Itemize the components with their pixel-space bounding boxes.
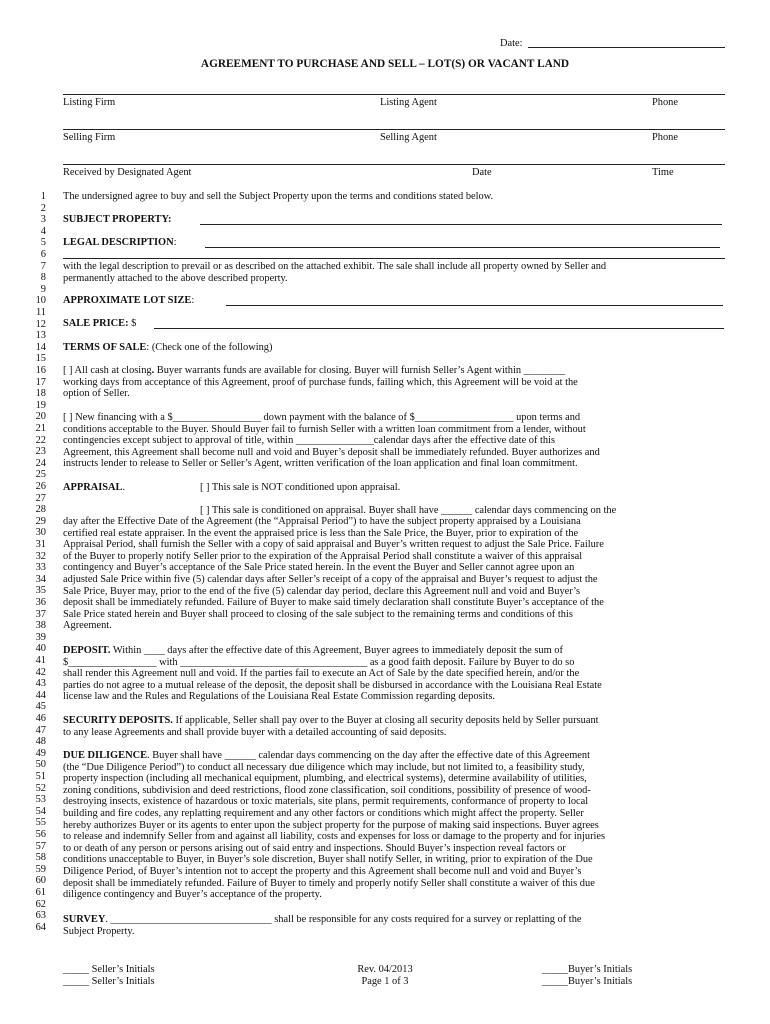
selling-line[interactable]	[63, 129, 725, 130]
line-number: 26	[35, 481, 46, 492]
cash-checkbox[interactable]: [ ] All cash at closing	[63, 365, 152, 376]
line-number: 46	[35, 713, 46, 724]
sale-price-field[interactable]	[154, 328, 724, 329]
line-number: 45	[35, 701, 46, 713]
line-number: 55	[35, 817, 46, 829]
line-number: 61	[35, 887, 46, 898]
line-number: 56	[35, 829, 46, 840]
line-number: 40	[35, 643, 46, 655]
line-number: 57	[35, 840, 46, 852]
received-time-label: Time	[652, 167, 674, 178]
terms-of-sale-heading: TERMS OF SALE	[63, 342, 147, 353]
legal-description-text: with the legal description to prevail or as described on the attached exhibit. The sale shall include all property owned by Seller and permanently attached to the above described property.	[63, 261, 607, 284]
approx-lot-size-field[interactable]	[226, 305, 723, 306]
approx-lot-size-row: APPROXIMATE LOT SIZE:	[63, 295, 195, 306]
line-number: 2	[40, 202, 46, 214]
line-number: 11	[35, 307, 46, 318]
line-number: 59	[35, 863, 46, 875]
legal-description-field[interactable]	[205, 247, 720, 248]
line-number: 36	[35, 597, 46, 608]
line-number: 6	[40, 249, 46, 260]
selling-phone-label: Phone	[652, 132, 678, 143]
appraisal-text: day after the Effective Date of the Agreement (the “Appraisal Period”) to have the subject property appraised by a Louisiana certified real estate appraiser. In the event the appraised price is less than the Sale Price, the Buyer, prior to expiration of the Appraisal Period, shall furnish the Seller with a copy of said appraisal and Buyer’s written request to adjust the Sale Price. Failure of the Buyer to properly notify Seller prior to the expiration of the Appraisal Period shall constitute a waiver of this appraisal contingency and Buyer’s acceptance of the Sale Price stated herein. In the event the Buyer and Seller cannot agree upon an adjusted Sale Price within five (5) calendar days after Seller’s receipt of a copy of the appraisal and Buyer’s request to adjust the Sale Price, Buyer may, prior to the end of the five (5) calendar day period, declare this Agreement null and void and Buyer’s deposit shall be immediately refunded. Failure of Buyer to make said timely declaration shall constitute Buyer’s acceptance of the Sale Price stated herein and Buyer shall proceed to closing of the sale subject to the remaining terms and conditions of this Agreement.	[63, 516, 604, 632]
line-number: 7	[40, 260, 46, 272]
date-label: Date:	[500, 38, 523, 49]
due-diligence-section: DUE DILIGENCE. Buyer shall have ______ calendar days commencing on the day after the effective date of this Agreement (the “Due Diligence Period”) to conduct all necessary due diligence which may include, but not limited to, a feasibility study, property inspection (including all mechanical equipment, plumbing, and electrical systems), determine availability of utilities, zoning conditions, subdivision and deed restrictions, flood zone classification, soil conditions, possibility of presence of wood- destroying insects, existence of hazardous or toxic materials, site plans, permit requirements, conformance of property to local building and fire codes, any replatting requirement and any other factors or conditions which might affect the property. Seller hereby authorizes Buyer or its agents to enter upon the subject property for the purpose of making said inspections. Buyer agrees to release and indemnify Seller from and against all liability, costs and expenses for loss or damage to the property and for injuries to or death of any person or persons arising out of said entry and inspections. Should Buyer’s inspection reveal factors or conditions unacceptable to Buyer, in Buyer’s sole discretion, Buyer shall notify Seller, in writing, prior to expiration of the Due Diligence Period, of Buyer’s intention not to accept the property and this Agreement shall become null and void and Buyer’s deposit shall be immediately refunded. Failure of Buyer to timely and properly notify Seller shall constitute a waiver of this due diligence contingency and Buyer’s acceptance of the property.	[63, 750, 606, 901]
line-number: 20	[35, 411, 46, 423]
line-number: 28	[35, 504, 46, 516]
line-number: 47	[35, 724, 46, 736]
line-number: 9	[40, 283, 46, 295]
line-number: 5	[40, 237, 46, 249]
approx-lot-size-heading: APPROXIMATE LOT SIZE	[63, 295, 192, 306]
line-1: The undersigned agree to buy and sell the Subject Property upon the terms and conditions stated below.	[63, 191, 494, 202]
line-number: 43	[35, 678, 46, 690]
line-number: 10	[35, 295, 46, 307]
deposit-section: DEPOSIT. Within ____ days after the effective date of this Agreement, Buyer agrees to immediately deposit the sum of $_________________ with ____________________________________ as a good faith deposit. Failure by Buyer to do so shall render this Agreement null and void. If the parties fail to execute an Act of Sale by the date specified herein, and/or the parties do not agree to a mutual release of the deposit, the deposit shall be disbursed in accordance with the Louisiana Real Estate license law and the Rules and Regulations of the Louisiana Real Estate Commission regarding deposits.	[63, 645, 602, 703]
line-number: 62	[35, 898, 46, 910]
survey-section: SURVEY. _______________________________ shall be responsible for any costs required for a survey or replatting of the Subject Property.	[63, 914, 582, 937]
line-number: 51	[35, 771, 46, 782]
received-by-label: Received by Designated Agent	[63, 167, 192, 178]
line-number: 25	[35, 469, 46, 481]
survey-heading: SURVEY	[63, 914, 106, 925]
appraisal-row: APPRAISAL.	[63, 482, 126, 493]
terms-of-sale-row: TERMS OF SALE: (Check one of the following)	[63, 342, 273, 353]
line-number: 39	[35, 631, 46, 643]
due-diligence-heading: DUE DILIGENCE	[63, 750, 148, 761]
line-number: 33	[35, 562, 46, 574]
line-number: 30	[35, 527, 46, 539]
listing-phone-label: Phone	[652, 97, 678, 108]
line-number: 21	[35, 423, 46, 434]
line-number: 42	[35, 666, 46, 678]
buyer-initials-1[interactable]: _____Buyer’s Initials	[542, 964, 633, 975]
line-number: 23	[35, 446, 46, 458]
appraisal-conditioned-checkbox[interactable]: [ ] This sale is conditioned on appraisal. Buyer shall have ______ calendar days commencing on the	[200, 505, 617, 516]
appraisal-heading: APPRAISAL	[63, 482, 123, 493]
date-line[interactable]	[528, 47, 725, 48]
line-number: 18	[35, 388, 46, 400]
revision-label: Rev. 04/2013	[357, 964, 413, 975]
line-number: 38	[35, 620, 46, 632]
line-number: 14	[35, 341, 46, 353]
line-number: 50	[35, 759, 46, 771]
deposit-heading: DEPOSIT.	[63, 645, 111, 656]
listing-agent-label: Listing Agent	[380, 97, 437, 108]
received-line[interactable]	[63, 164, 725, 165]
cash-option: [ ] All cash at closing. Buyer warrants funds are available for closing. Buyer will furnish Seller’s Agent within ________ working days from acceptance of this Agreement, proof of purchase funds, failing which, this Agreement will be void at the option of Seller.	[63, 365, 578, 400]
line-number: 4	[40, 225, 46, 237]
line-number: 32	[35, 550, 46, 562]
line-number: 49	[35, 747, 46, 759]
appraisal-not-conditioned-checkbox[interactable]: [ ] This sale is NOT conditioned upon appraisal.	[200, 482, 401, 493]
line-number: 13	[35, 330, 46, 342]
buyer-initials-2[interactable]: _____Buyer’s Initials	[542, 976, 633, 987]
line-number: 41	[35, 655, 46, 666]
line-number: 48	[35, 736, 46, 748]
received-date-label: Date	[472, 167, 492, 178]
sale-price-heading: SALE PRICE:	[63, 318, 129, 329]
line-number: 44	[35, 689, 46, 701]
line-number: 31	[35, 539, 46, 550]
legal-description-row: LEGAL DESCRIPTION:	[63, 237, 177, 248]
line-number: 53	[35, 794, 46, 806]
listing-line[interactable]	[63, 94, 725, 95]
line-number: 19	[35, 399, 46, 411]
line-number: 52	[35, 782, 46, 794]
seller-initials-1[interactable]: _____ Seller’s Initials	[63, 964, 155, 975]
line-number: 3	[40, 214, 46, 226]
line-number: 54	[35, 805, 46, 817]
line-number: 16	[35, 365, 46, 376]
line-number: 17	[35, 376, 46, 388]
seller-initials-2[interactable]: _____ Seller’s Initials	[63, 976, 155, 987]
selling-agent-label: Selling Agent	[380, 132, 437, 143]
line-number: 58	[35, 852, 46, 864]
line-number: 34	[35, 573, 46, 585]
line-number: 1	[40, 191, 46, 202]
line-number: 35	[35, 585, 46, 597]
line-number: 64	[35, 921, 46, 933]
financing-option: [ ] New financing with a $_________________ down payment with the balance of $___________________ upon terms and conditions acceptable to the Buyer. Should Buyer fail to furnish Seller with a written loan commitment from a lender, without contingencies except subject to approval of title, within _______________calendar days after the effective date of this Agreement, this Agreement shall become null and void and Buyer’s deposit shall be immediately refunded. Buyer authorizes and instructs lender to release to Seller or Seller’s Agent, written verification of the loan application and final loan commitment.	[63, 412, 727, 470]
line-number: 60	[35, 875, 46, 887]
legal-description-heading: LEGAL DESCRIPTION	[63, 237, 174, 248]
legal-description-field-2[interactable]	[63, 258, 725, 259]
line-number: 27	[35, 492, 46, 504]
line-number: 24	[35, 457, 46, 469]
line-number: 63	[35, 910, 46, 922]
listing-firm-label: Listing Firm	[63, 97, 116, 108]
page-title: AGREEMENT TO PURCHASE AND SELL – LOT(S) OR VACANT LAND	[200, 58, 570, 70]
subject-property-heading: SUBJECT PROPERTY:	[63, 214, 172, 225]
subject-property-field[interactable]	[200, 224, 722, 225]
line-number: 12	[35, 318, 46, 330]
sale-price-row: SALE PRICE: $	[63, 318, 137, 329]
line-number: 15	[35, 353, 46, 365]
financing-checkbox[interactable]: [ ] New financing with a $_________________ down payment with the balance of $___________________ upon terms and	[63, 412, 581, 423]
page-number: Page 1 of 3	[361, 976, 409, 987]
security-deposits-section: SECURITY DEPOSITS. If applicable, Seller shall pay over to the Buyer at closing all security deposits held by Seller pursuant to any lease Agreements and shall provide buyer with a detailed accounting of said deposits.	[63, 715, 599, 738]
selling-firm-label: Selling Firm	[63, 132, 116, 143]
line-number: 22	[35, 434, 46, 446]
line-number: 37	[35, 608, 46, 620]
security-deposits-heading: SECURITY DEPOSITS.	[63, 715, 173, 726]
line-number: 29	[35, 515, 46, 527]
line-number: 8	[40, 272, 46, 284]
